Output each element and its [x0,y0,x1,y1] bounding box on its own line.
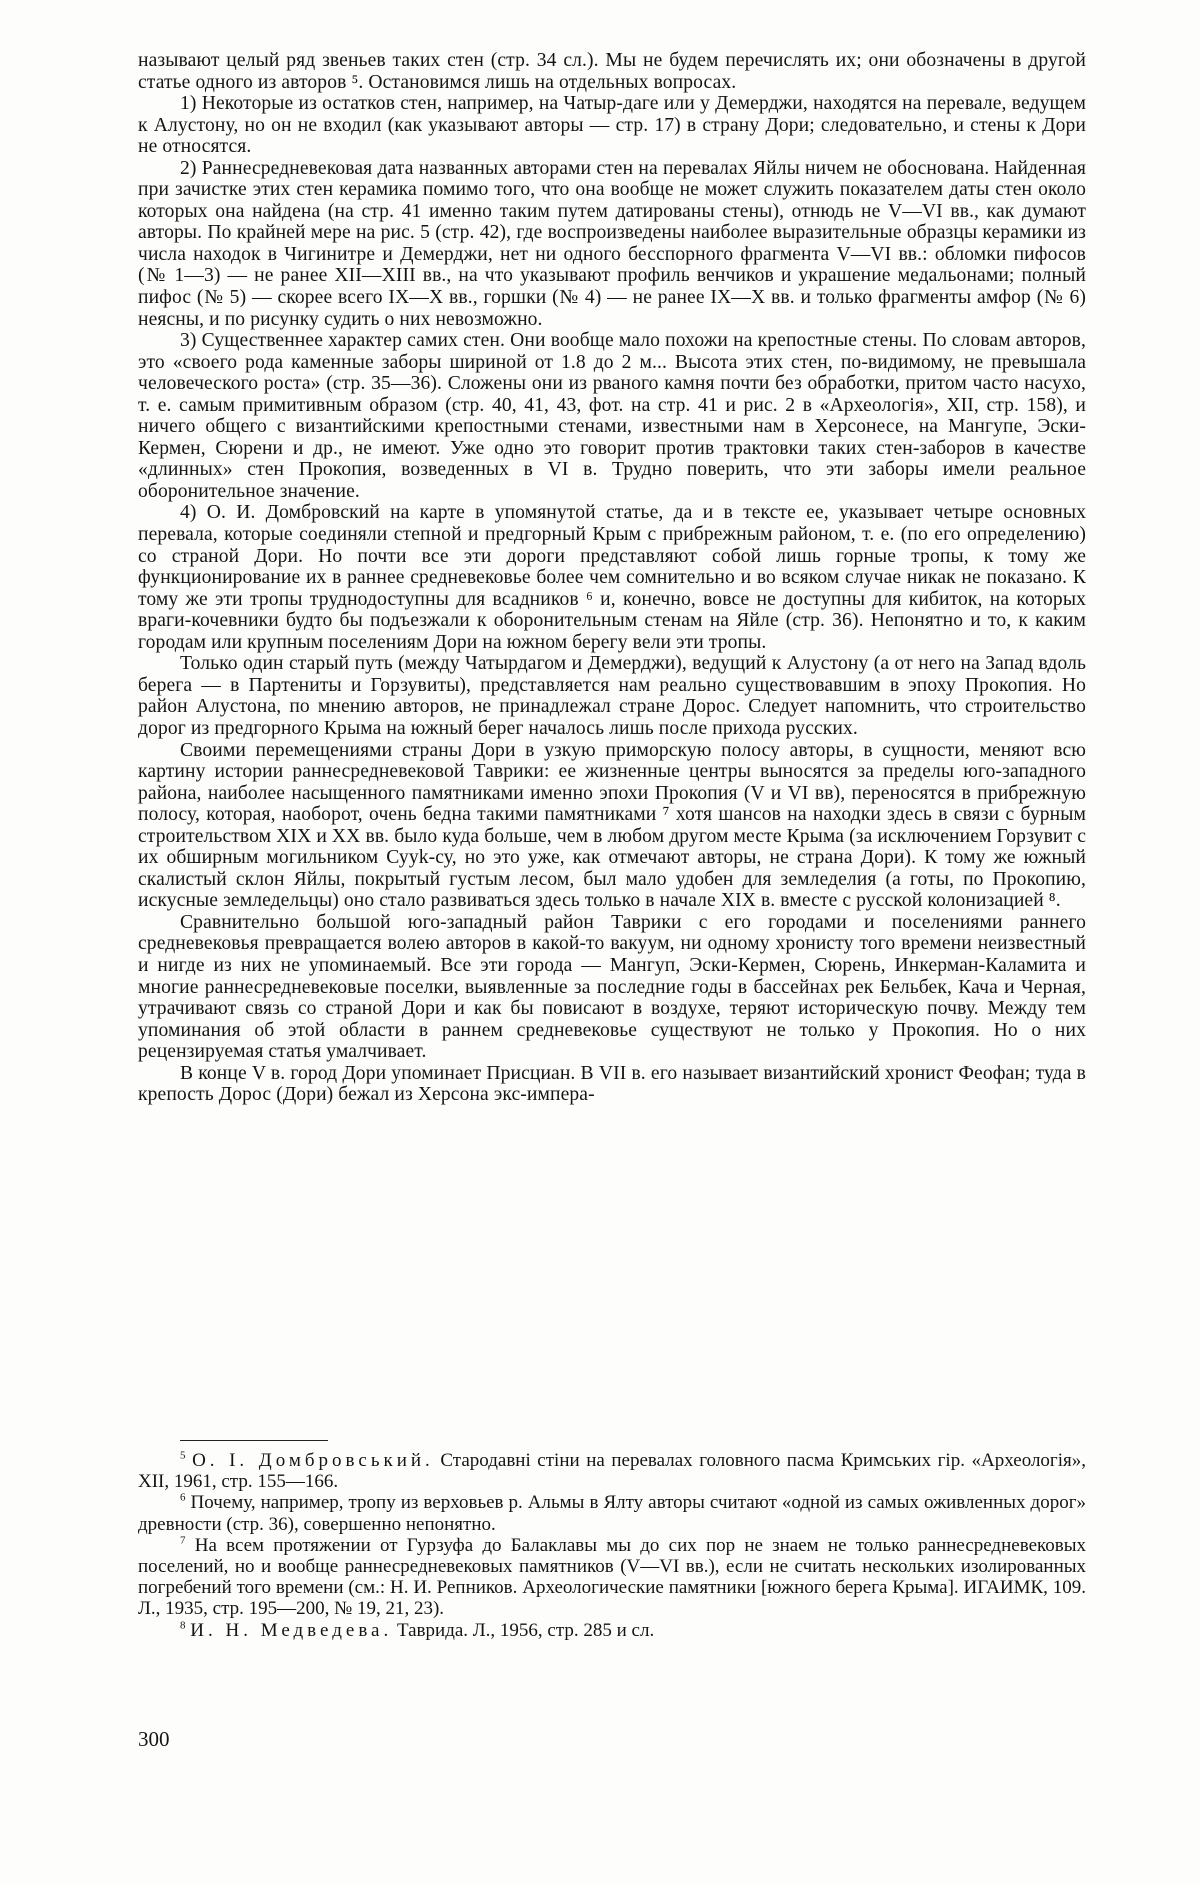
footnote-text: Почему, например, тропу из верховьев р. Альмы в Ялту авторы считают «одной из самых оживленных дорог» древности (стр. 36), совершенно непонятно. [138,1492,1086,1535]
footnote-mark: 6 [180,1492,186,1505]
footnote-text: Таврида. Л., 1956, стр. 285 и сл. [392,1619,655,1641]
footnote-text: Стародавні стіни на перевалах головного пасма Кримських гір. «Археологія», XII, 1961, стр. 155—166. [138,1450,1086,1493]
footnote-mark: 5 [180,1449,186,1462]
paragraph-point-1: 1) Некоторые из остатков стен, например, на Чатыр-даге или у Демерджи, находятся на перевале, ведущем к Алустону, но он не входил (как указывают авторы — стр. 17) в страну Дори; следовательно, и стены к Дори не относятся. [138,93,1086,158]
paragraph-dori-sources: В конце V в. город Дори упоминает Присциан. В VII в. его называет византийский хронист Феофан; туда в крепость Дорос (Дори) бежал из Херсона экс-импера- [138,1062,1086,1106]
page-number: 300 [138,1727,170,1751]
footnote-mark: 7 [180,1534,186,1547]
footnote-author: О. І. Домбровський. [192,1450,434,1471]
paragraph-continuation: называют целый ряд звеньев таких стен (стр. 34 сл.). Мы не будем перечислять их; они обозначены в другой статье одного из авторов ⁵. Остановимся лишь на отдельных вопросах. [138,50,1086,93]
paragraph-old-road: Только один старый путь (между Чатырдагом и Демерджи), ведущий к Алустону (а от него на Запад вдоль берега — в Партениты и Горзувиты), представляется нам реально существовавшим в эпоху Прокопия. Но район Алустона, по мнению авторов, не принадлежал стране Дорос. Следует напомнить, что строительство дорог из предгорного Крыма на южный берег началось лишь после прихода русских. [138,653,1086,739]
footnote-author: И. Н. Медведева. [190,1619,393,1641]
footnote-8 [138,1620,1086,1641]
footnote-text: На всем протяжении от Гурзуфа до Балаклавы мы до сих пор не знаем не только раннесредневековых поселений, но и вообще раннесредневековых памятников (V—VI вв.), если не считать нескольких изолированных погребений того времени (см.: Н. И. Репников. Археологические памятники [южного берега Крыма]. ИГАИМК, 109. Л., 1935, стр. 195—200, № 19, 21, 23). [138,1534,1086,1620]
main-text [138,50,1086,1106]
paragraph-point-4: 4) О. И. Домбровский на карте в упомянутой статье, да и в тексте ее, указывает четыре основных перевала, которые соединяли степной и предгорный Крым с прибрежным районом, т. е. (по его определению) со страной Дори. Но почти все эти дороги представляют собой лишь горные тропы, к тому же функционирование их в раннее средневековье более чем сомнительно и во всяком случае никак не показано. К тому же эти тропы труднодоступны для всадников ⁶ и, конечно, вовсе не доступны для кибиток, на которых враги-кочевники будто бы подъезжали к оборонительным стенам на Яйле (стр. 36). Непонятно и то, к каким городам или крупным поселениям Дори на южном берегу вели эти тропы. [138,502,1086,653]
footnote-mark: 8 [180,1619,186,1632]
footnote-6 [138,1492,1086,1534]
paragraph-point-2: 2) Раннесредневековая дата названных авторами стен на перевалах Яйлы ничем не обоснована. Найденная при зачистке этих стен керамика помимо того, что она вообще не может служить показателем даты стен около которых она найдена (на стр. 41 именно таким путем датированы стены), отнюдь не V—VI вв., как думают авторы. По крайней мере на рис. 5 (стр. 42), где воспроизведены наиболее выразительные образцы керамики из числа находок в Чигинитре и Демерджи, нет ни одного бесспорного фрагмента V—VI вв.: обломки пифосов (№ 1—3) — не ранее XII—XIII вв., на что указывают профиль венчиков и украшение медальонами; полный пифос (№ 5) — скорее всего IX—X вв., горшки (№ 4) — не ранее IX—X вв. и только фрагменты амфор (№ 6) неясны, и по рисунку судить о них невозможно. [138,157,1086,330]
paragraph-point-3: 3) Существеннее характер самих стен. Они вообще мало похожи на крепостные стены. По словам авторов, это «своего рода каменные заборы шириной от 1.8 до 2 м... Высота этих стен, по-видимому, не превышала человеческого роста» (стр. 35—36). Сложены они из рваного камня почти без обработки, притом часто насухо, т. е. самым примитивным образом (стр. 40, 41, 43, фот. на стр. 41 и рис. 2 в «Археологія», XII, стр. 158), и ничего общего с византийскими крепостными стенами, известными нам в Херсонесе, на Мангупе, Эски-Кермен, Сюрени и др., не имеют. Уже одно это говорит против трактовки таких стен-заборов в качестве «длинных» стен Прокопия, возведенных в VI в. Трудно поверить, что эти заборы имели реальное оборонительное значение. [138,330,1086,502]
paragraph-southwest-region: Сравнительно большой юго-западный район Таврики с его городами и поселениями раннего средневековья превращается волею авторов в какой-то вакуум, ни одному хронисту того времени неизвестный и нигде из них не упоминаемый. Все эти города — Мангуп, Эски-Кермен, Сюрень, Инкерман-Каламита и многие раннесредневековые поселки, выявленные за последние годы в бассейнах рек Бельбек, Кача и Черная, утрачивают связь со страной Дори и как бы повисают в воздухе, теряют историческую почву. Между тем упоминания об этой области в раннем средневековье существуют не только у Прокопия. Но о них рецензируемая статья умалчивает. [138,911,1086,1063]
footnotes [138,1450,1086,1641]
footnote-7 [138,1535,1086,1620]
paragraph-relocation: Своими перемещениями страны Дори в узкую приморскую полосу авторы, в сущности, меняют всю картину истории раннесредневековой Таврики: ее жизненные центры выносятся за пределы юго-западного района, наиболее насыщенного памятниками именно эпохи Прокопия (V и VI вв), переносятся в прибрежную полосу, которая, наоборот, очень бедна такими памятниками ⁷ хотя шансов на находки здесь в связи с бурным строительством XIX и XX вв. было куда больше, чем в любом другом месте Крыма (за исключением Горзувит с их обширным могильником Сууk-су, но это уже, как отмечают авторы, не страна Дори). К тому же южный скалистый склон Яйлы, покрытый густым лесом, был мало удобен для земледелия (а готы, по Прокопию, искусные земледельцы) оно стало развиваться здесь только в начале XIX в. вместе с русской колонизацией ⁸. [138,739,1086,912]
footnote-separator [180,1440,328,1441]
footnote-5 [138,1450,1086,1492]
